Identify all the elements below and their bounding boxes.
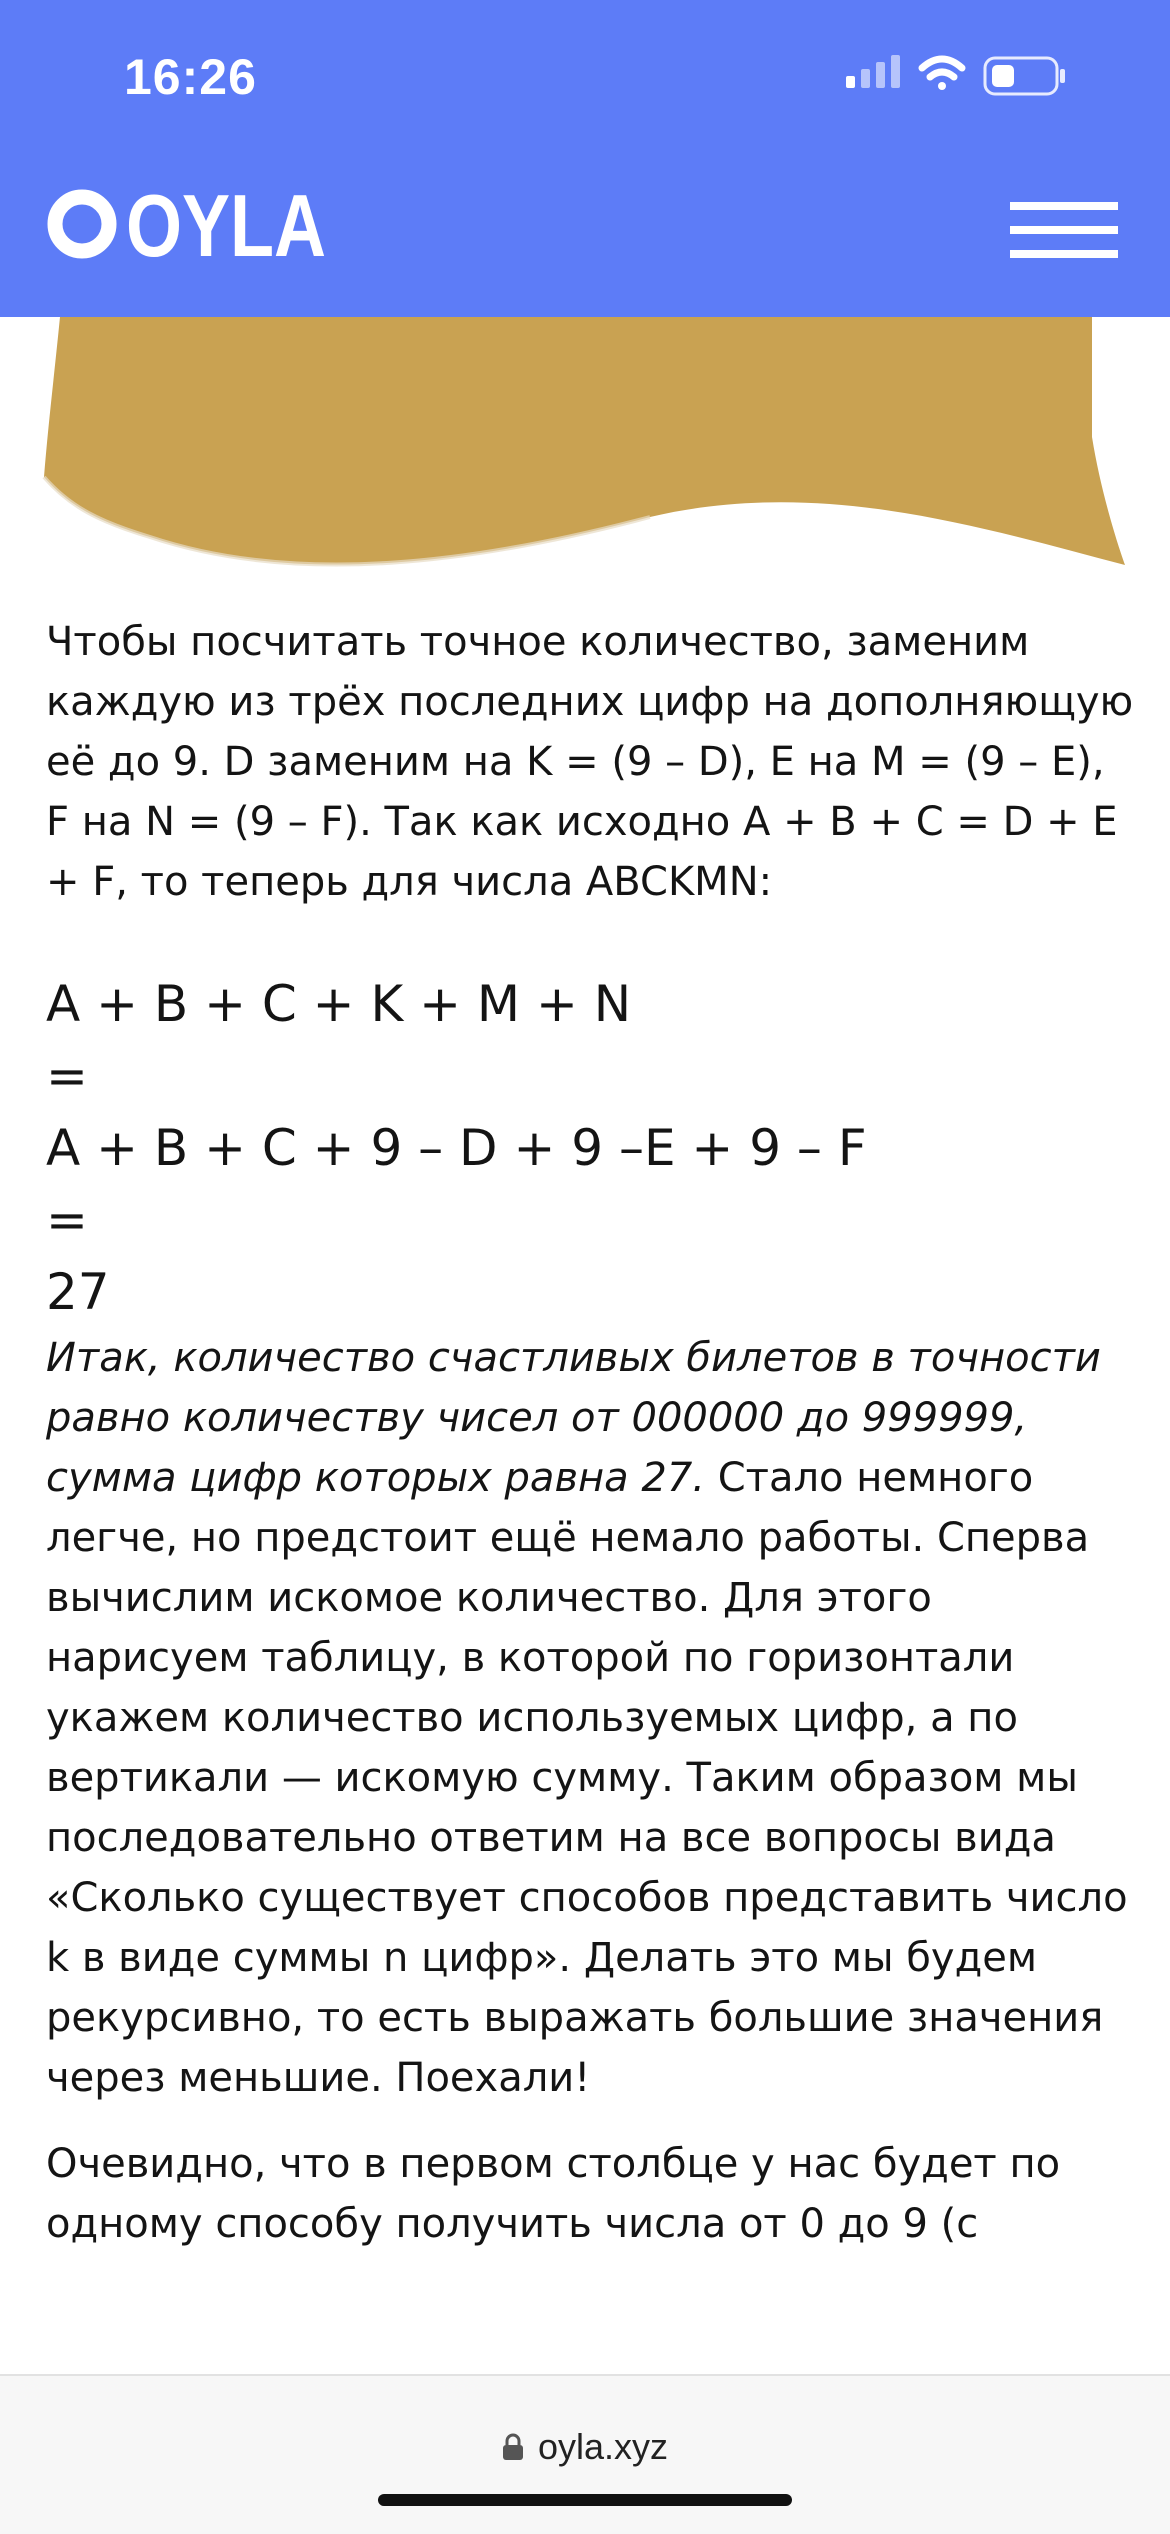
continuation-text: Стало немного легче, но предстоит ещё немало работы. Сперва вычислим искомое количество. Для этого нарисуем таблицу, в которой по горизонтали укажем количество используемых цифр, а по вертикали — искомую сумму. Таким образом мы последовательно ответим на все вопросы вида «Сколько существует способов представить число k в виде суммы n цифр». Делать это мы будем рекурсивно, то есть выражать большие значения через меньшие. Поехали! xyxy=(46,1455,1128,2101)
cellular-signal-icon xyxy=(846,55,900,88)
battery-icon xyxy=(985,58,1065,94)
formula-equals: = xyxy=(46,1191,88,1249)
article-body xyxy=(46,612,1136,2372)
intro-paragraph: Чтобы посчитать точное количество, заменим каждую из трёх последних цифр на дополняющую её до 9. D заменим на K = (9 – D), E на M = (9 – E), F на N = (9 – F). Так как исходно A + B + C = D + E + F, то теперь для числа ABCKMN: xyxy=(46,619,1134,905)
hamburger-icon xyxy=(1010,202,1118,210)
site-header xyxy=(0,0,1170,317)
formula-line: A + B + C + 9 – D + 9 –E + 9 – F xyxy=(46,1119,867,1177)
status-icons xyxy=(830,0,1170,140)
logo-text: OYLA xyxy=(126,176,326,275)
wifi-icon xyxy=(922,59,962,90)
lock-icon xyxy=(502,2432,524,2462)
hero-image xyxy=(0,317,1170,587)
url-text: oyla.xyz xyxy=(537,2426,669,2467)
browser-bottom-bar xyxy=(0,2374,1170,2534)
conclusion-paragraph xyxy=(46,1328,1136,2108)
formula-line: A + B + C + K + M + N xyxy=(46,975,632,1033)
formula-result: 27 xyxy=(46,1263,110,1321)
formula-equals: = xyxy=(46,1047,88,1105)
italic-statement: Итак, количество счастливых билетов в точности равно количеству чисел от 000000 до 999999, сумма цифр которых равна 27. xyxy=(46,1335,1101,1501)
bottom-fade xyxy=(0,2318,1170,2374)
hamburger-menu-button[interactable] xyxy=(1010,198,1126,262)
status-time: 16:26 xyxy=(124,49,257,105)
oyla-logo[interactable] xyxy=(44,176,334,275)
next-paragraph: Очевидно, что в первом столбце у нас будет по одному способу получить числа от 0 до 9 (с xyxy=(46,2141,1061,2247)
home-indicator[interactable] xyxy=(378,2494,792,2506)
address-bar[interactable] xyxy=(0,2422,1170,2472)
